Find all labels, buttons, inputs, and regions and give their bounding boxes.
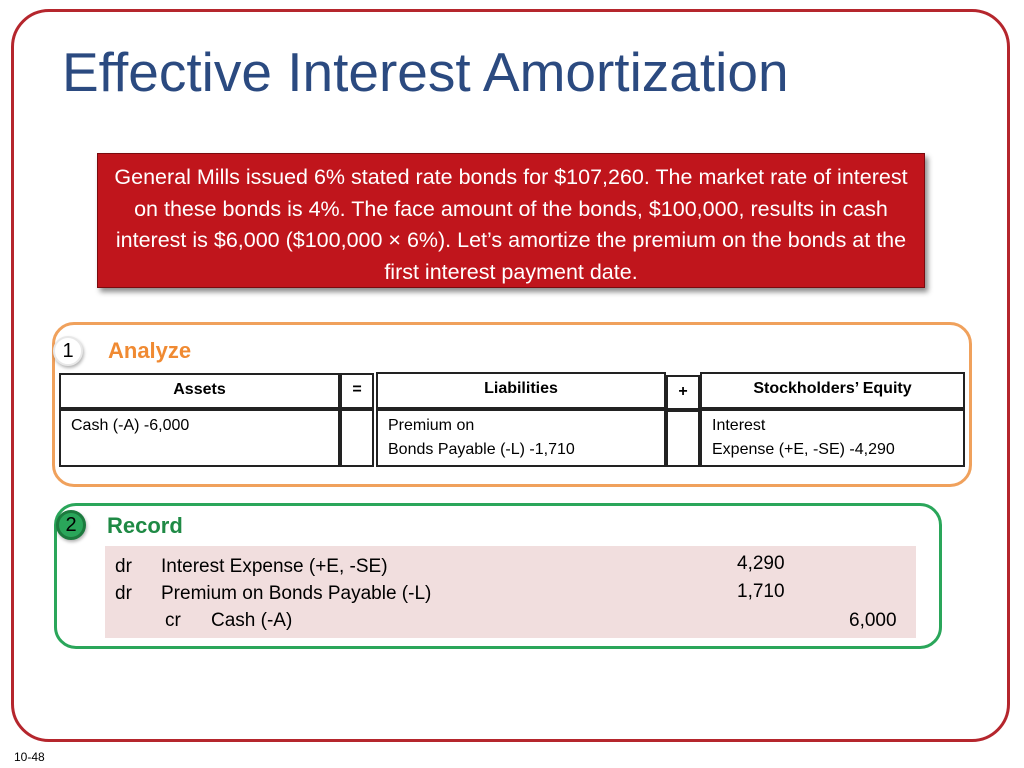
entry-3-credit: 6,000: [849, 610, 897, 631]
entry-3-type: cr: [165, 610, 181, 631]
liabilities-header: Liabilities: [376, 372, 666, 409]
analyze-label: Analyze: [108, 338, 192, 363]
slide-title: Effective Interest Amortization: [62, 41, 789, 103]
intro-text: General Mills issued 6% stated rate bonds for $107,260. The market rate of interest on these bonds is 4%. The face amount of the bonds, $100,000, results in cash interest is $6,000 ($100,000 × 6%). Let’s amortize the premium on the bonds at the first interest payment date.: [114, 165, 908, 284]
assets-value: Cash (-A) -6,000: [71, 417, 190, 434]
equals-spacer: [340, 409, 374, 467]
entry-1-debit: 4,290: [737, 553, 785, 574]
equity-header: Stockholders’ Equity: [700, 372, 965, 409]
step-2-number: 2: [65, 513, 77, 536]
assets-header: Assets: [59, 373, 340, 409]
assets-value-cell: [59, 409, 340, 467]
equity-value-cell: [700, 409, 965, 467]
record-label: Record: [107, 513, 183, 538]
entry-3-account: Cash (-A): [211, 610, 293, 631]
entry-2-debit: 1,710: [737, 581, 785, 602]
equity-value-line1: Interest: [712, 417, 766, 434]
plus-spacer: [666, 410, 700, 467]
equity-value-line2: Expense (+E, -SE) -4,290: [712, 441, 895, 458]
entry-1-account: Interest Expense (+E, -SE): [161, 556, 388, 577]
liabilities-value-cell: [376, 409, 666, 467]
liabilities-value-line1: Premium on: [388, 417, 475, 434]
step-1-badge: [53, 336, 83, 366]
liabilities-value-line2: Bonds Payable (-L) -1,710: [388, 441, 575, 458]
entry-2-type: dr: [115, 583, 132, 604]
equals-sign: =: [340, 373, 374, 409]
entry-2-account: Premium on Bonds Payable (-L): [161, 583, 432, 604]
plus-sign: +: [666, 375, 700, 410]
journal-entry: [105, 546, 916, 638]
intro-box: [97, 153, 925, 288]
entry-1-type: dr: [115, 556, 132, 577]
step-1-number: 1: [62, 339, 74, 362]
page-number: 10-48: [14, 750, 45, 764]
step-2-badge: [56, 510, 86, 540]
